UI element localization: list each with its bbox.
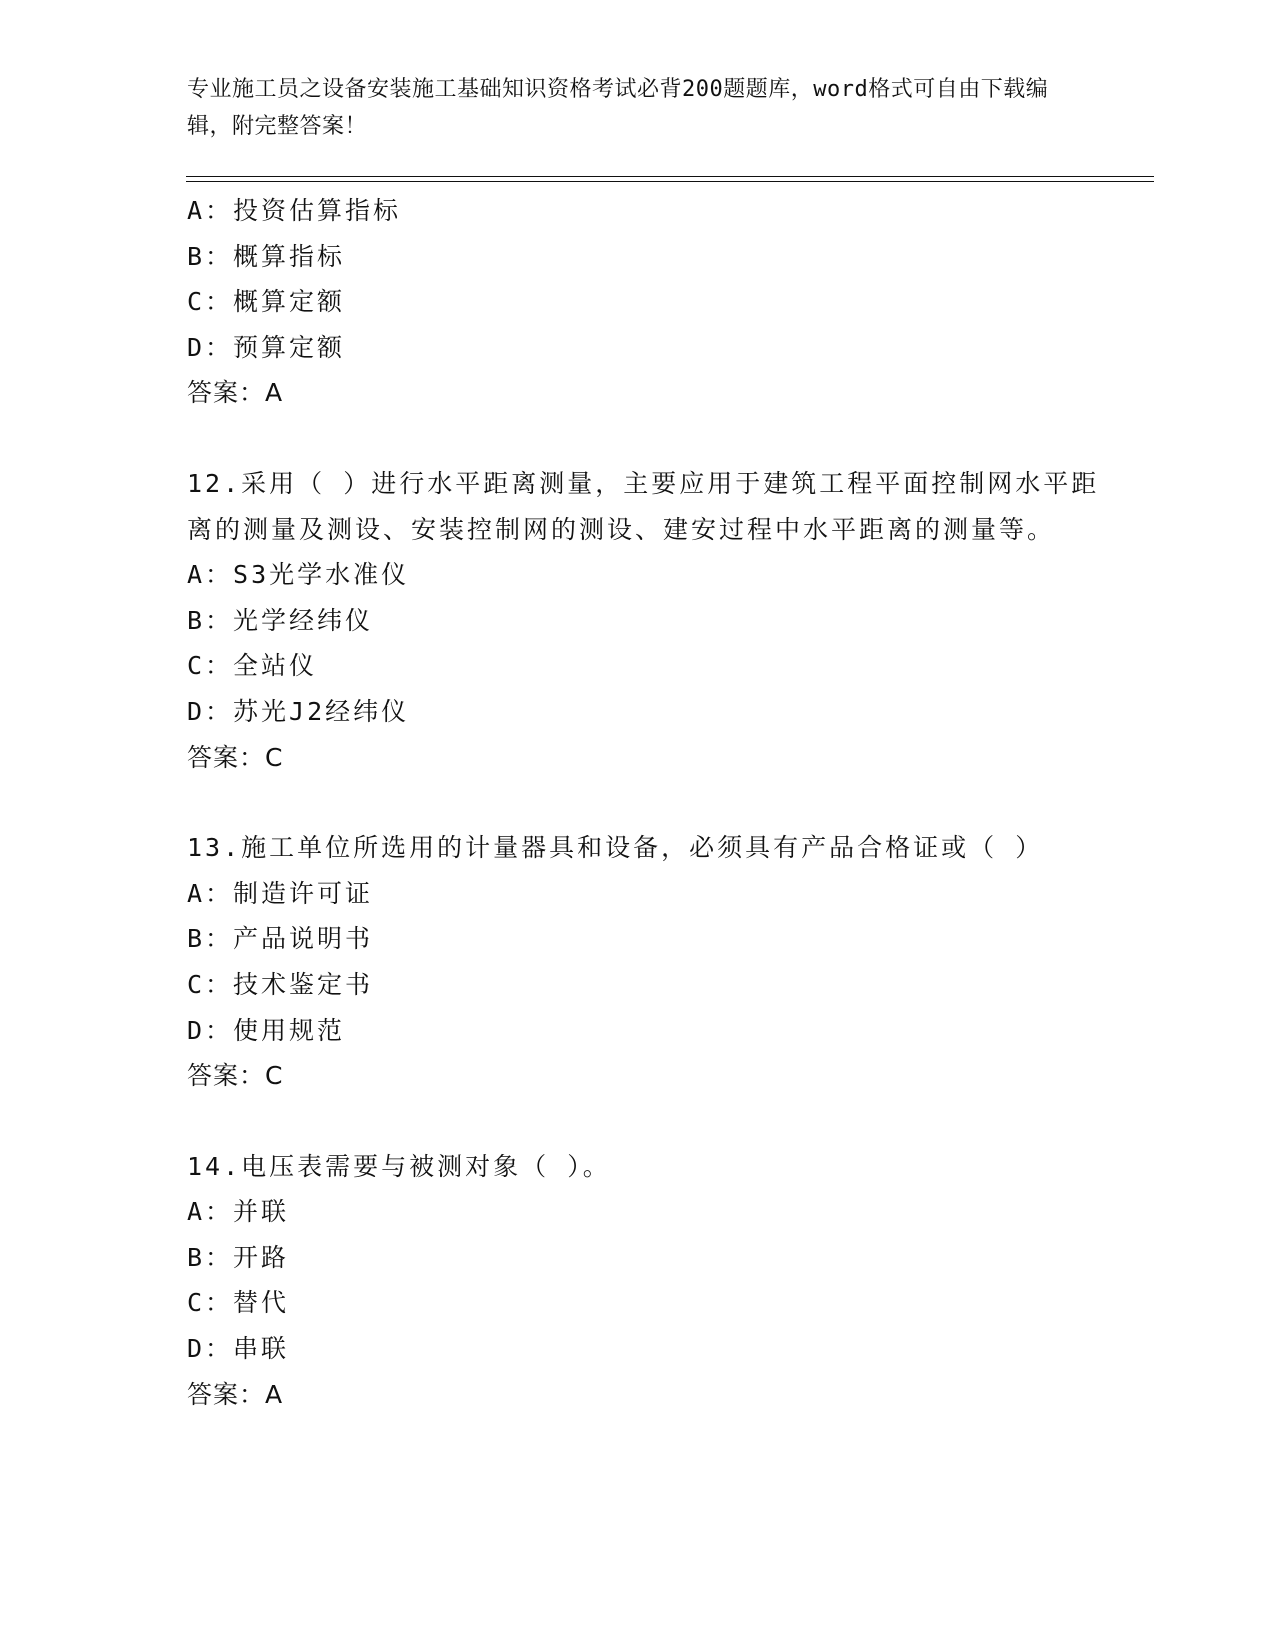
option-b: B：概算指标 <box>187 241 346 271</box>
answer-line: 答案：A <box>187 1379 284 1409</box>
header-divider-bottom <box>186 181 1154 182</box>
option-d: D：苏光J2经纬仪 <box>187 696 410 726</box>
question-text: 14.电压表需要与被测对象（ ）。 <box>187 1151 611 1181</box>
question-block <box>187 825 1107 1099</box>
option-a: A：投资估算指标 <box>187 196 402 225</box>
header-divider-top <box>186 176 1154 177</box>
option-b: B：产品说明书 <box>187 924 374 954</box>
option-c: C：概算定额 <box>187 287 346 317</box>
question-list <box>187 188 1107 1417</box>
option-c: C：全站仪 <box>187 651 318 681</box>
option-d: D：预算定额 <box>187 332 346 362</box>
document-header: 专业施工员之设备安装施工基础知识资格考试必背200题题库，word格式可自由下载编辑，附完整答案！ <box>187 77 1049 139</box>
option-d: D：串联 <box>187 1334 290 1364</box>
option-d: D：使用规范 <box>187 1015 346 1045</box>
question-text: 13.施工单位所选用的计量器具和设备，必须具有产品合格证或（ ） <box>187 833 1044 863</box>
answer-line: 答案：C <box>187 742 284 772</box>
question-block <box>187 1144 1107 1418</box>
question-block <box>187 188 1107 416</box>
option-c: C：技术鉴定书 <box>187 969 374 999</box>
option-a: A：制造许可证 <box>187 878 374 908</box>
option-a: A：S3光学水准仪 <box>187 560 410 590</box>
question-text: 12.采用（ ）进行水平距离测量，主要应用于建筑工程平面控制网水平距离的测量及测设、安装控制网的测设、建安过程中水平距离的测量等。 <box>187 468 1100 544</box>
option-c: C：替代 <box>187 1288 290 1318</box>
question-block <box>187 461 1107 780</box>
answer-line: 答案：A <box>187 378 284 408</box>
option-a: A：并联 <box>187 1197 290 1227</box>
answer-line: 答案：C <box>187 1061 284 1091</box>
option-b: B：开路 <box>187 1242 290 1272</box>
option-b: B：光学经纬仪 <box>187 605 374 635</box>
